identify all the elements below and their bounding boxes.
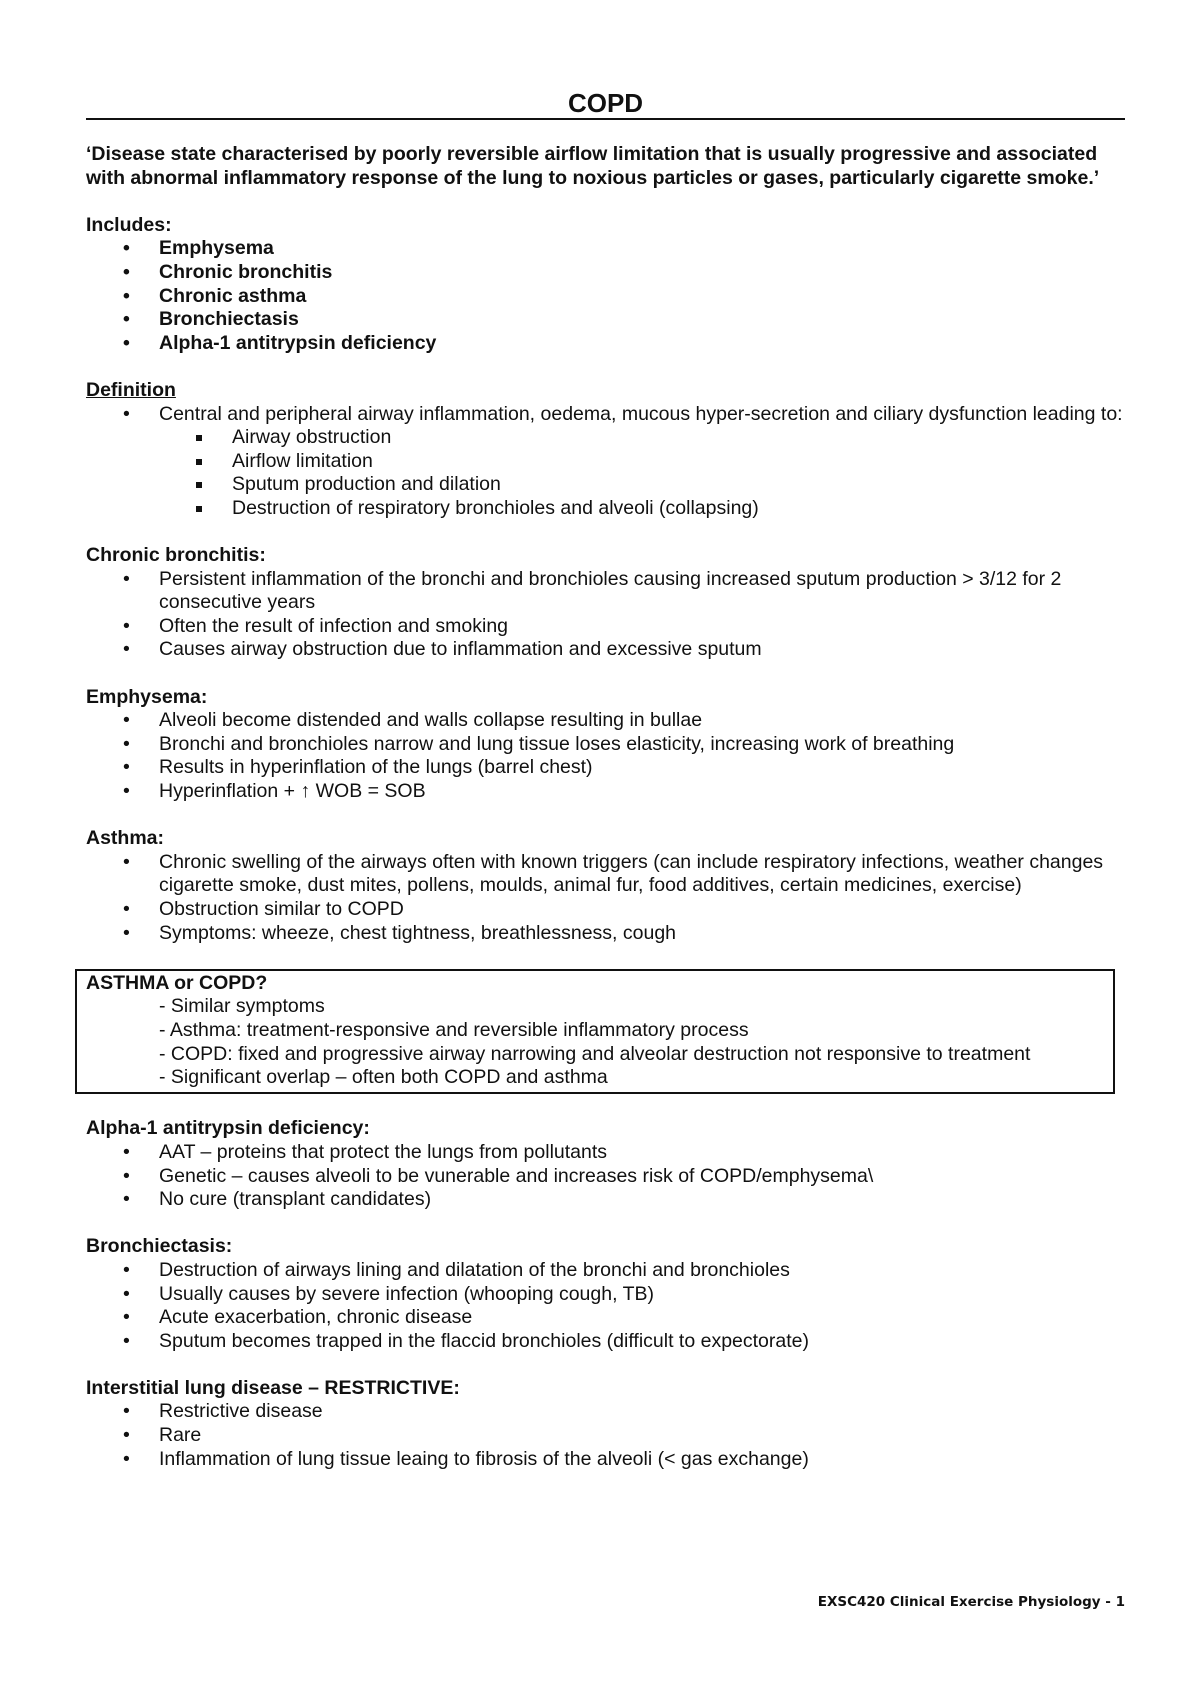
bronchiectasis-list (86, 1259, 1136, 1353)
sublist-item: Sputum production and dilation (159, 473, 1136, 497)
callout-line: - Significant overlap – often both COPD and asthma (159, 1066, 608, 1089)
list-item: • Genetic – causes alveoli to be vunerable and increases risk of COPD/emphysema\ (86, 1165, 1136, 1189)
list-item: • Alveoli become distended and walls collapse resulting in bullae (86, 709, 1136, 733)
definition-sublist (159, 426, 1136, 520)
list-item: • Acute exacerbation, chronic disease (86, 1306, 1136, 1330)
section-heading: Includes: (86, 213, 172, 236)
list-item: • Causes airway obstruction due to inflammation and excessive sputum (86, 638, 1136, 662)
emphysema-list (86, 709, 1136, 803)
asthma-list (86, 851, 1136, 945)
list-item: • No cure (transplant candidates) (86, 1188, 1136, 1212)
list-item: • Often the result of infection and smoking (86, 615, 1136, 639)
list-item: • Chronic asthma (86, 285, 1136, 309)
list-item: • Obstruction similar to COPD (86, 898, 1136, 922)
list-item: • Chronic swelling of the airways often with known triggers (can include respiratory infections, weather changes cigarette smoke, dust mites, pollens, moulds, animal fur, food additives, certain medicines, exercise) (86, 851, 1136, 898)
asthma-or-copd-callout (75, 969, 1115, 1094)
bronchiectasis-section (86, 1235, 1136, 1353)
document-body (86, 143, 1136, 1471)
list-item: • Restrictive disease (86, 1400, 1136, 1424)
list-item: • Inflammation of lung tissue leaing to fibrosis of the alveoli (< gas exchange) (86, 1448, 1136, 1472)
asthma-section (86, 827, 1136, 945)
includes-list (86, 237, 1136, 355)
emphysema-section (86, 686, 1136, 804)
list-item: • Persistent inflammation of the bronchi and bronchioles causing increased sputum production > 3/12 for 2 consecutive years (86, 568, 1136, 615)
list-item: • AAT – proteins that protect the lungs from pollutants (86, 1141, 1136, 1165)
alpha1-section (86, 1117, 1136, 1211)
page-footer: EXSC420 Clinical Exercise Physiology - 1 (817, 1594, 1125, 1610)
definition-list (86, 403, 1136, 521)
chronic-bronchitis-list (86, 568, 1136, 662)
list-item: • Alpha-1 antitrypsin deficiency (86, 332, 1136, 356)
section-heading: Alpha-1 antitrypsin deficiency: (86, 1117, 370, 1140)
title-divider (86, 118, 1125, 120)
definition-section (86, 379, 1136, 521)
list-item: • Bronchi and bronchioles narrow and lung tissue loses elasticity, increasing work of breathing (86, 733, 1136, 757)
interstitial-section (86, 1377, 1136, 1471)
section-heading: Asthma: (86, 827, 165, 850)
callout-line: - Asthma: treatment-responsive and reversible inflammatory process (159, 1018, 749, 1041)
list-item (86, 403, 1136, 521)
list-item: • Results in hyperinflation of the lungs (barrel chest) (86, 756, 1136, 780)
chronic-bronchitis-section (86, 544, 1136, 662)
section-heading: Bronchiectasis: (86, 1235, 233, 1258)
list-item: • Chronic bronchitis (86, 261, 1136, 285)
list-item: • Rare (86, 1424, 1136, 1448)
list-item: • Sputum becomes trapped in the flaccid bronchioles (difficult to expectorate) (86, 1330, 1136, 1354)
section-heading: Definition (86, 378, 176, 401)
list-item: • Destruction of airways lining and dilatation of the bronchi and bronchioles (86, 1259, 1136, 1283)
section-heading: Interstitial lung disease – RESTRICTIVE: (86, 1376, 460, 1399)
section-heading: Emphysema: (86, 685, 208, 708)
sublist-item: Airflow limitation (159, 450, 1136, 474)
callout-heading: ASTHMA or COPD? (86, 971, 268, 994)
list-item: • Emphysema (86, 237, 1136, 261)
list-item: • Usually causes by severe infection (whooping cough, TB) (86, 1283, 1136, 1307)
callout-line: - Similar symptoms (159, 995, 325, 1018)
copd-definition-quote: ‘Disease state characterised by poorly reversible airflow limitation that is usually progressive and associated with abnormal inflammatory response of the lung to noxious particles or gases, particularly cigarette smoke.’ (86, 143, 1100, 189)
includes-section (86, 214, 1136, 356)
list-item: • Hyperinflation + ↑ WOB = SOB (86, 780, 1136, 804)
sublist-item: Destruction of respiratory bronchioles and alveoli (collapsing) (159, 497, 1136, 521)
list-item: • Symptoms: wheeze, chest tightness, breathlessness, cough (86, 922, 1136, 946)
callout-line: - COPD: fixed and progressive airway narrowing and alveolar destruction not responsive to treatment (159, 1042, 1031, 1065)
section-heading: Chronic bronchitis: (86, 544, 266, 567)
page-title: COPD (567, 88, 644, 118)
alpha1-list (86, 1141, 1136, 1212)
list-item: • Bronchiectasis (86, 308, 1136, 332)
sublist-item: Airway obstruction (159, 426, 1136, 450)
list-item-text: Central and peripheral airway inflammation, oedema, mucous hyper-secretion and ciliary dysfunction leading to: (159, 402, 1123, 425)
interstitial-list (86, 1400, 1136, 1471)
